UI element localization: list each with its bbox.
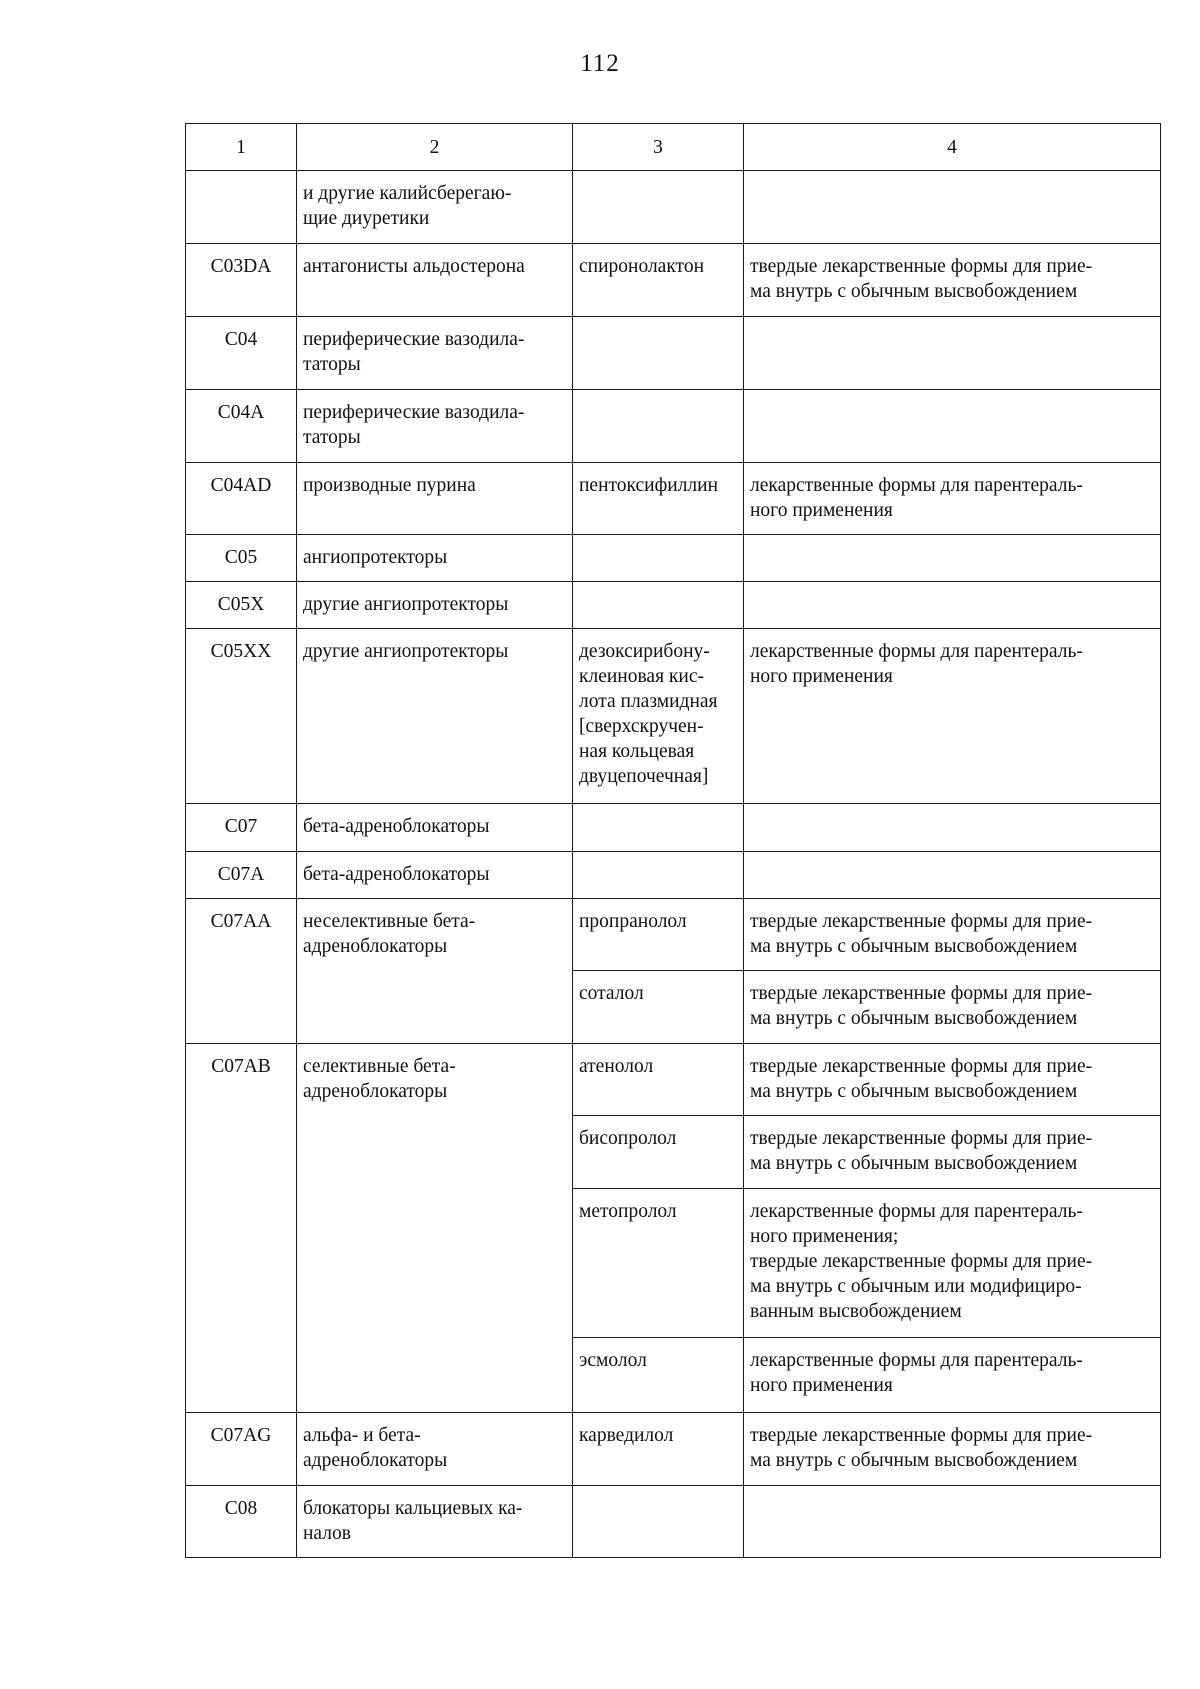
dosage-form-cell (744, 535, 1161, 582)
table-row (186, 582, 1161, 629)
drug-name-cell (573, 582, 744, 629)
drug-name-cell: бисопролол (573, 1116, 744, 1189)
atc-group-cell: бета-адреноблокаторы (297, 852, 573, 899)
atc-code-cell: C08 (186, 1486, 297, 1558)
table-row (186, 317, 1161, 390)
table-row (186, 899, 1161, 971)
dosage-form-cell: твердые лекарственные формы для прие- ма внутрь с обычным высвобождением (744, 244, 1161, 317)
atc-code-cell: C07AA (186, 899, 297, 1044)
atc-group-cell: блокаторы кальциевых ка- налов (297, 1486, 573, 1558)
table-row (186, 171, 1161, 244)
atc-group-cell: ангиопротекторы (297, 535, 573, 582)
atc-group-cell: селективные бета- адреноблокаторы (297, 1044, 573, 1413)
drug-name-cell (573, 535, 744, 582)
table-row (186, 852, 1161, 899)
atc-group-cell: антагонисты альдостерона (297, 244, 573, 317)
drug-name-cell: карведилол (573, 1413, 744, 1486)
table-row (186, 629, 1161, 804)
drug-name-cell: пропранолол (573, 899, 744, 971)
dosage-form-cell (744, 582, 1161, 629)
dosage-form-cell (744, 852, 1161, 899)
dosage-form-cell: твердые лекарственные формы для прие- ма внутрь с обычным высвобождением (744, 899, 1161, 971)
drug-name-cell: пентоксифиллин (573, 463, 744, 535)
dosage-form-cell: лекарственные формы для парентераль- ного применения (744, 1338, 1161, 1413)
atc-group-cell: другие ангиопротекторы (297, 582, 573, 629)
header-cell: 3 (573, 124, 744, 171)
table-row (186, 535, 1161, 582)
dosage-form-cell (744, 171, 1161, 244)
table-row (186, 463, 1161, 535)
dosage-form-cell (744, 1486, 1161, 1558)
atc-code-cell: C04 (186, 317, 297, 390)
header-cell: 4 (744, 124, 1161, 171)
table-header-row (186, 124, 1161, 171)
atc-group-cell: производные пурина (297, 463, 573, 535)
table-row (186, 1486, 1161, 1558)
drug-name-cell: дезоксирибону- клеиновая кис- лота плазмидная [сверхскручен- ная кольцевая двуцепочечная] (573, 629, 744, 804)
atc-code-cell: C04A (186, 390, 297, 463)
atc-code-cell: C07AB (186, 1044, 297, 1413)
atc-classification-table (185, 123, 1161, 1558)
dosage-form-cell: твердые лекарственные формы для прие- ма внутрь с обычным высвобождением (744, 1044, 1161, 1116)
atc-group-cell: периферические вазодила- таторы (297, 390, 573, 463)
atc-group-cell: бета-адреноблокаторы (297, 804, 573, 852)
atc-code-cell: C07AG (186, 1413, 297, 1486)
table-row (186, 1044, 1161, 1116)
atc-code-cell: C03DA (186, 244, 297, 317)
drug-name-cell (573, 804, 744, 852)
atc-group-cell: другие ангиопротекторы (297, 629, 573, 804)
drug-name-cell (573, 852, 744, 899)
table-row (186, 804, 1161, 852)
dosage-form-cell: лекарственные формы для парентераль- ного применения (744, 629, 1161, 804)
atc-code-cell: C05 (186, 535, 297, 582)
atc-group-cell: и другие калийсберегаю- щие диуретики (297, 171, 573, 244)
drug-name-cell (573, 317, 744, 390)
dosage-form-cell (744, 390, 1161, 463)
drug-name-cell: спиронолактон (573, 244, 744, 317)
drug-name-cell: соталол (573, 971, 744, 1044)
dosage-form-cell: твердые лекарственные формы для прие- ма внутрь с обычным высвобождением (744, 1413, 1161, 1486)
dosage-form-cell (744, 317, 1161, 390)
dosage-form-cell: твердые лекарственные формы для прие- ма внутрь с обычным высвобождением (744, 971, 1161, 1044)
header-cell: 1 (186, 124, 297, 171)
atc-code-cell: C05X (186, 582, 297, 629)
atc-group-cell: неселективные бета- адреноблокаторы (297, 899, 573, 1044)
drug-name-cell (573, 1486, 744, 1558)
drug-name-cell (573, 171, 744, 244)
atc-code-cell: C07A (186, 852, 297, 899)
header-cell: 2 (297, 124, 573, 171)
table-row (186, 1413, 1161, 1486)
atc-code-cell: C04AD (186, 463, 297, 535)
atc-code-cell: C07 (186, 804, 297, 852)
drug-name-cell: атенолол (573, 1044, 744, 1116)
drug-name-cell (573, 390, 744, 463)
dosage-form-cell: лекарственные формы для парентераль- ного применения (744, 463, 1161, 535)
atc-group-cell: периферические вазодила- таторы (297, 317, 573, 390)
drug-name-cell: метопролол (573, 1189, 744, 1338)
table-row (186, 244, 1161, 317)
dosage-form-cell: лекарственные формы для парентераль- ного применения; твердые лекарственные формы для прие- ма внутрь с обычным или модифициро- ванным высвобождением (744, 1189, 1161, 1338)
drug-name-cell: эсмолол (573, 1338, 744, 1413)
dosage-form-cell (744, 804, 1161, 852)
table-row (186, 390, 1161, 463)
atc-code-cell: C05XX (186, 629, 297, 804)
atc-code-cell (186, 171, 297, 244)
atc-group-cell: альфа- и бета- адреноблокаторы (297, 1413, 573, 1486)
page-number: 112 (580, 50, 620, 77)
dosage-form-cell: твердые лекарственные формы для прие- ма внутрь с обычным высвобождением (744, 1116, 1161, 1189)
